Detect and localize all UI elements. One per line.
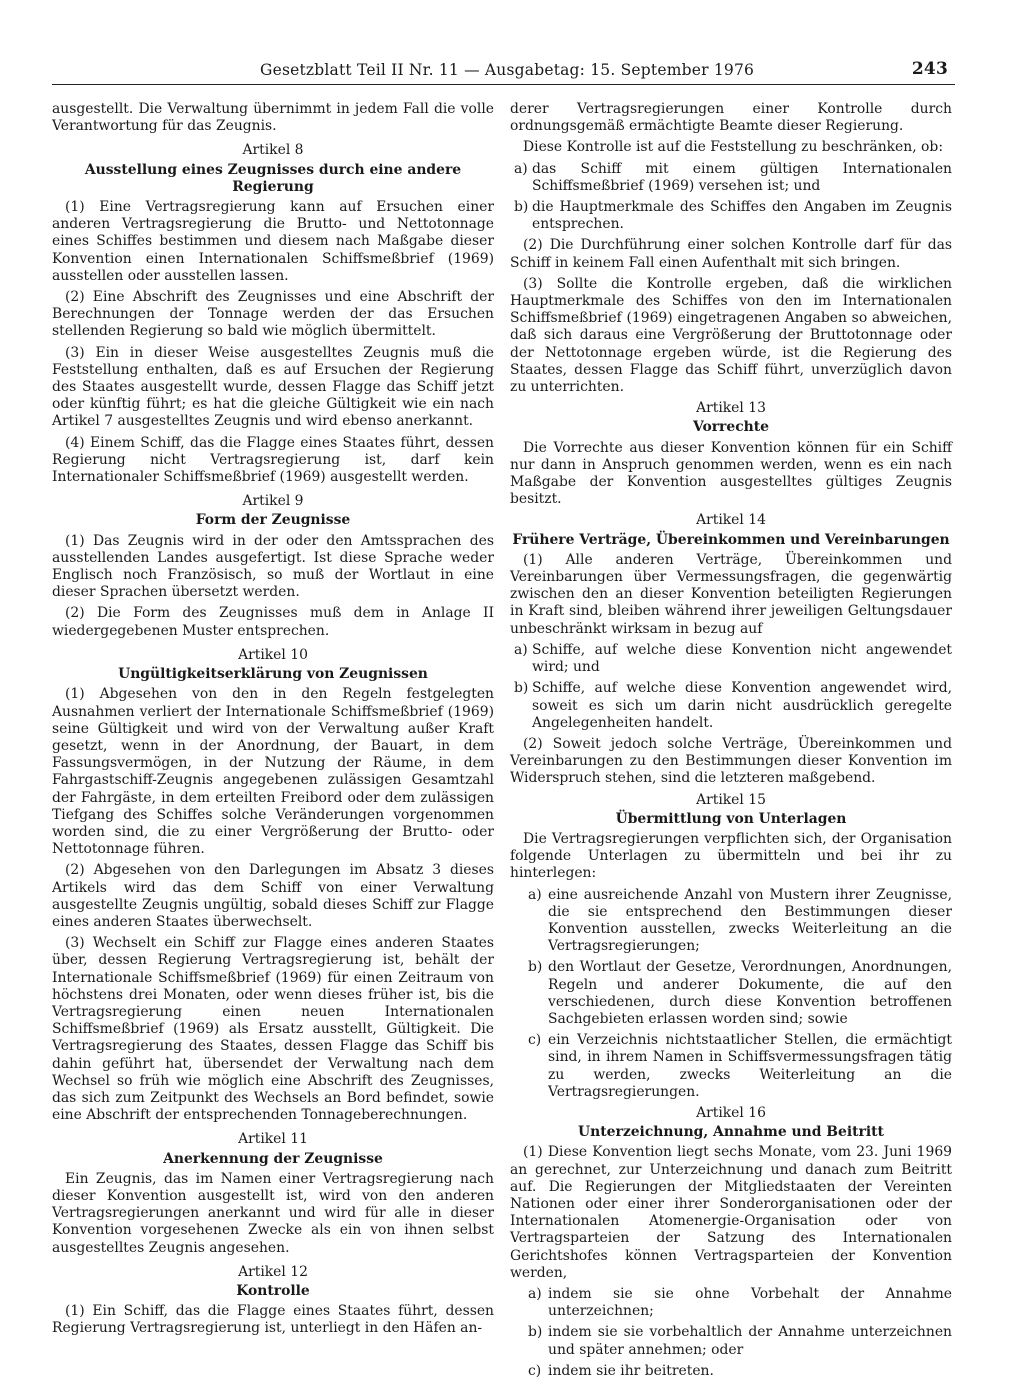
list-item-text: die Hauptmerkmale des Schiffes den Angaben im Zeugnis entsprechen. xyxy=(532,199,952,233)
article-9-heading: Form der Zeugnisse xyxy=(195,512,351,529)
list-item-text: Schiffe, auf welche diese Konvention nicht angewendet wird; und xyxy=(532,641,952,676)
kontrolle-intro: Diese Kontrolle ist auf die Feststellung zu beschränken, ob: xyxy=(523,139,943,156)
list-item-text: ein Verzeichnis nichtstaatlicher Stellen, die ermächtigt sind, in ihrem Namen in Schiffsvermessungsfragen tätig zu werden, zwecks Weiterleitung an die Vertragsregierungen. xyxy=(548,1032,952,1100)
article-10-paragraph: (1) Abgesehen von den in den Regeln festgelegten Ausnahmen verliert der Internationale Schiffsmeßbrief (1969) seine Gültigkeit und wird von der Verwaltung außer Kraft gesetzt, wenn in der Anordnung, der Bauart, in dem Fassungsvermögen, in der Nutzung der Räume, in dem Fahrgastschiff-Zeugnis angegebenen zulässigen Gesamtzahl der Fahrgäste, in dem erteilten Freibord oder dem zulässigen Tiefgang des Schiffes solche Veränderungen vorgenommen worden sind, die zu einer Vergrößerung der Brutto- oder Nettotonnage führen. xyxy=(52,686,494,858)
continued-paragraph: derer Vertragsregierungen einer Kontrolle durch ordnungsgemäß ermächtigte Beamte dieser Regierung. xyxy=(510,101,952,135)
article-12-heading: Kontrolle xyxy=(236,1283,310,1299)
list-marker: b) xyxy=(514,199,529,216)
list-item-text: Schiffe, auf welche diese Konvention angewendet wird, soweit es sich um darin nicht ausdrücklich geregelte Angelegenheiten handelt. xyxy=(532,680,952,731)
list-marker: c) xyxy=(528,1362,542,1379)
list-item-text: indem sie sie vorbehaltlich der Annahme unterzeichnen und später annehmen; oder xyxy=(548,1324,952,1358)
left-column xyxy=(52,101,494,1363)
list-marker: b) xyxy=(514,680,529,697)
article-8-paragraph: (3) Ein in dieser Weise ausgestelltes Zeugnis muß die Feststellung enthalten, daß es auf Ersuchen der Regierung des Staates ausgestellt wurde, dessen Flagge das Schiff jetzt oder künftig führt; es hat die gleiche Gültigkeit wie ein nach Artikel 7 ausgestelltes Zeugnis und wird ebenso anerkannt. xyxy=(52,344,494,430)
article-14-paragraph: (2) Soweit jedoch solche Verträge, Übereinkommen und Vereinbarungen zu den Bestimmungen dieser Konvention im Widerspruch stehen, sind die letzteren maßgebend. xyxy=(510,735,952,787)
list-marker: a) xyxy=(528,1286,542,1302)
article-10-heading: Ungültigkeitserklärung von Zeugnissen xyxy=(118,666,428,683)
article-10-paragraph: (3) Wechselt ein Schiff zur Flagge eines anderen Staates über, dessen Regierung Vertragsregierung ist, behält der Internationale Schiffsmeßbrief (1969) für einen Zeitraum von höchstens drei Monaten, oder wenn dieses früher ist, bis die Vertragsregierung einen neuen Internationalen Schiffsmeßbrief (1969) als Ersatz ausstellt, Gültigkeit. Die Vertragsregierung des Staates, dessen Flagge das Schiff bis dahin geführt hat, übersendet der Verwaltung nach dem Wechsel so früh wie möglich eine Abschrift des Zeugnisses, das sich zum Zeitpunkt des Wechsels an Bord befindet, sowie eine Abschrift der entsprechenden Tonnageberechnungen. xyxy=(52,935,494,1124)
list-item xyxy=(510,680,952,732)
article-13-heading: Vorrechte xyxy=(692,419,770,436)
article-12-paragraph: (1) Ein Schiff, das die Flagge eines Staates führt, dessen Regierung Vertragsregierung ist, unterliegt in den Häfen an- xyxy=(52,1303,494,1337)
list-item xyxy=(510,887,952,956)
header-rule xyxy=(52,84,955,85)
list-item-text: eine ausreichende Anzahl von Mustern ihrer Zeugnisse, die sie entsprechend den Bestimmungen dieser Konvention ausstellen, zwecks Weiterleitung an die Vertragsregierungen; xyxy=(548,886,952,955)
article-12-paragraph: (3) Sollte die Kontrolle ergeben, daß die wirklichen Hauptmerkmale des Schiffes von den im Internationalen Schiffsmeßbrief (1969) eingetragenen Angaben so abweichen, daß sich daraus eine Vergrößerung der Bruttotonnage oder der Nettotonnage ergeben würde, ist die Regierung des Staates, dessen Flagge das Schiff führt, unverzüglich davon zu unterrichten. xyxy=(510,275,952,396)
list-item xyxy=(510,199,952,233)
article-15-heading: Übermittlung von Unterlagen xyxy=(615,810,847,827)
article-9-paragraph: (2) Die Form des Zeugnisses muß dem in Anlage II wiedergegebenen Muster entsprechen. xyxy=(52,605,494,639)
list-item-text: indem sie ihr beitreten. xyxy=(548,1362,714,1379)
right-column xyxy=(510,101,952,1379)
article-14-paragraph: (1) Alle anderen Verträge, Übereinkommen und Vereinbarungen über Vermessungsfragen, die gegenwärtig zwischen den an dieser Konvention beteiligten Regierungen in Kraft sind, bleiben während ihrer jeweiligen Geltungsdauer unbeschränkt wirksam in bezug auf xyxy=(510,551,952,637)
list-item-text: den Wortlaut der Gesetze, Verordnungen, Anordnungen, Regeln und anderer Dokumente, die auf den verschiedenen, durch diese Konvention betroffenen Sachgebieten erlassen worden sind; sowie xyxy=(548,959,952,1027)
article-10-title: Artikel 10 xyxy=(238,646,308,663)
article-14-title: Artikel 14 xyxy=(696,512,766,529)
list-item xyxy=(510,1324,952,1358)
list-marker: c) xyxy=(528,1032,542,1049)
article-9-paragraph: (1) Das Zeugnis wird in der oder den Amtssprachen des ausstellenden Landes ausgefertigt. Ist diese Sprache weder Englisch noch Französisch, so muß der Wortlaut in eine dieser Sprachen übersetzt werden. xyxy=(52,532,494,601)
article-8-paragraph: (2) Eine Abschrift des Zeugnisses und eine Abschrift der Berechnungen der Tonnage werden der das Ersuchen stellenden Regierung so bald wie möglich übermittelt. xyxy=(52,289,494,340)
page-number: 243 xyxy=(911,59,948,79)
list-item xyxy=(510,1032,952,1101)
list-item xyxy=(510,1363,952,1380)
article-15-title: Artikel 15 xyxy=(696,791,766,808)
list-item-text: das Schiff mit einem gültigen Internationalen Schiffsmeßbrief (1969) versehen ist; und xyxy=(532,160,952,194)
page-header xyxy=(52,58,956,82)
article-15-paragraph: Die Vertragsregierungen verpflichten sich, der Organisation folgende Unterlagen zu übermitteln und bei ihr zu hinterlegen: xyxy=(510,830,952,882)
article-16-paragraph: (1) Diese Konvention liegt sechs Monate, vom 23. Juni 1969 an gerechnet, zur Unterzeichnung und danach zum Beitritt auf. Die Regierungen der Mitgliedstaaten der Vereinten Nationen oder einer ihrer Sonderorganisationen oder der Internationalen Atomenergie-Organisation oder von Vertragsparteien der Satzung des Internationalen Gerichtshofes können Vertragsparteien der Konvention werden, xyxy=(510,1144,952,1281)
list-item xyxy=(510,1286,952,1320)
list-item xyxy=(510,161,952,195)
list-item-text: indem sie sie ohne Vorbehalt der Annahme unterzeichnen; xyxy=(548,1286,952,1320)
article-13-paragraph: Die Vorrechte aus dieser Konvention können für ein Schiff nur dann in Anspruch genommen werden, wenn es ein nach Maßgabe der Konvention ausgestelltes gültiges Zeugnis besitzt. xyxy=(510,439,952,508)
list-marker: a) xyxy=(514,641,528,658)
article-14-heading: Frühere Verträge, Übereinkommen und Vereinbarungen xyxy=(512,531,950,548)
article-8-paragraph: (1) Eine Vertragsregierung kann auf Ersuchen einer anderen Vertragsregierung die Brutto- und Nettotonnage eines Schiffes bestimmen und diesem nach Maßgabe dieser Konvention einen Internationalen Schiffsmeßbrief (1969) ausstellen oder ausstellen lassen. xyxy=(52,199,494,284)
article-11-title: Artikel 11 xyxy=(238,1131,308,1148)
article-11-paragraph: Ein Zeugnis, das im Namen einer Vertragsregierung nach dieser Konvention ausgestellt ist, wird von den anderen Vertragsregierungen anerkannt und wird für alle in dieser Konvention vorgesehenen Zwecke als ein von ihnen selbst ausgestelltes Zeugnis angesehen. xyxy=(52,1170,494,1256)
article-9-title: Artikel 9 xyxy=(242,493,304,510)
article-8-heading: Ausstellung eines Zeugnisses durch eine andere Regierung xyxy=(84,161,462,195)
article-10-paragraph: (2) Abgesehen von den Darlegungen im Absatz 3 dieses Artikels wird das dem Schiff von einer Verwaltung ausgestellte Zeugnis ungültig, sobald dieses Schiff zur Flagge eines anderen Staates überwechselt. xyxy=(52,862,494,930)
running-title: Gesetzblatt Teil II Nr. 11 — Ausgabetag: 15. September 1976 xyxy=(260,61,755,79)
continued-paragraph: ausgestellt. Die Verwaltung übernimmt in jedem Fall die volle Verantwortung für das Zeugnis. xyxy=(52,101,494,135)
article-12-paragraph: (2) Die Durchführung einer solchen Kontrolle darf für das Schiff in keinem Fall einen Aufenthalt mit sich bringen. xyxy=(510,237,952,271)
article-12-title: Artikel 12 xyxy=(238,1263,308,1280)
article-16-heading: Unterzeichnung, Annahme und Beitritt xyxy=(578,1124,884,1141)
list-marker: b) xyxy=(528,959,543,976)
list-item xyxy=(510,642,952,676)
article-16-title: Artikel 16 xyxy=(696,1104,766,1121)
list-marker: a) xyxy=(514,160,528,177)
list-marker: a) xyxy=(528,886,542,903)
article-11-heading: Anerkennung der Zeugnisse xyxy=(163,1150,383,1167)
article-8-paragraph: (4) Einem Schiff, das die Flagge eines Staates führt, dessen Regierung nicht Vertragsregierung ist, darf kein Internationaler Schiffsmeßbrief (1969) ausgestellt werden. xyxy=(52,434,494,486)
list-marker: b) xyxy=(528,1324,543,1341)
article-13-title: Artikel 13 xyxy=(696,400,766,417)
list-item xyxy=(510,959,952,1028)
article-8-title: Artikel 8 xyxy=(242,142,304,159)
